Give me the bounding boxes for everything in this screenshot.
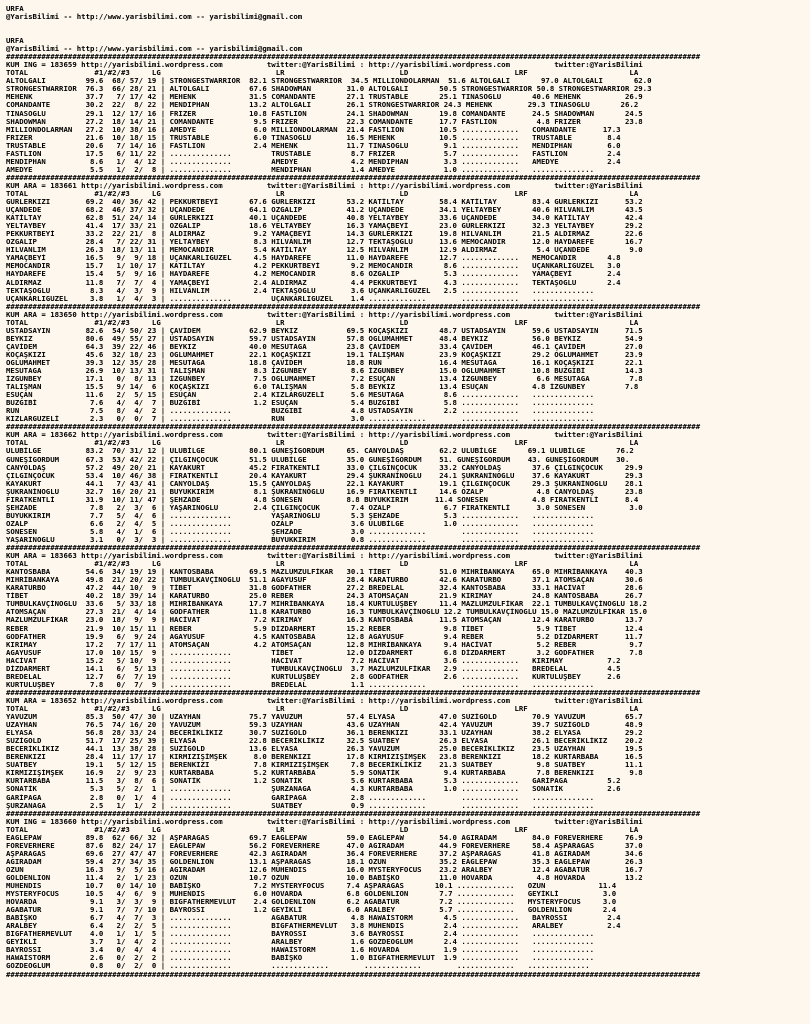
table-row: HAWAİSTORM 2.6 0/ 2/ 2 | .............. BABİŞKO 1.0 BIGFATHERMEVLÜT 1.9 ............. .............. bbox=[6, 954, 595, 963]
table-row: BECERİKLİKIZ 44.1 13/ 38/ 28 | SUZİGOLD 13.6 ELYASA 26.3 YAVUZUM 25.0 BECERİKLİKIZ 23.5 UZAYHAN 19.5 bbox=[6, 745, 643, 754]
table-row: MYSTERYFOCUS 10.5 4/ 6/ 9 | MUHENDIS 6.0 HOVARDA 6.8 GOLDENLION 7.7 ............. GEYİKLİ 3.0 bbox=[6, 890, 617, 899]
table-row: OĞLUMAHMET 39.3 12/ 35/ 28 | MESUTAĞA 18.8 ÇAVİDEM 18.8 RUN 16.4 MESUTAĞA 16.1 KOÇAŞKIZI 22.1 bbox=[6, 358, 643, 367]
spacer bbox=[6, 21, 810, 37]
table-row: MEHENK 37.7 7/ 17/ 42 | MEHENK 31.5 COMANDANTE 27.1 TRUSTABLE 25.1 TINASOĞLU 40.6 MEHENK 26.9 bbox=[6, 93, 643, 102]
table-row: SONATİK 5.3 5/ 2/ 1 | .............. ŞURZANAĞA 4.3 KURTARBABA 1.0 ............. SONATİK 2.6 bbox=[6, 785, 621, 794]
table-row: KIZLARGÜZELİ 2.3 0/ 0/ 7 | .............. RUN 3.0 ............. ............. .............. bbox=[6, 415, 595, 424]
table-row: FASTLION 17.5 6/ 11/ 22 | .............. TRUSTABLE 8.7 FRIZER 5.7 ............. FASTLION 2.4 bbox=[6, 149, 621, 158]
separator-line: ############################################################################################################################################################# bbox=[6, 970, 701, 979]
table-row: ŞÜKRANİNOĞLU 32.7 16/ 20/ 21 | BÜYÜKKIRIM 8.1 ŞÜKRANİNOĞLU 16.9 FIRATKENTLİ 14.6 ÖZALP 4.8 CANYOLDAŞ 23.8 bbox=[6, 487, 643, 496]
table-row: BIGFATHERMEVLÜT 4.0 1/ 1/ 5 | .............. BAYROSSI 3.6 BAYROSSI 2.4 ............. .............. bbox=[6, 930, 595, 939]
separator-line: ############################################################################################################################################################# bbox=[6, 53, 701, 62]
table-row: EAGLEPAW 89.8 62/ 66/ 32 | AŞPARAGAS 69.7 EAGLEPAW 59.0 EAGLEPAW 54.0 AĞIRADAM 84.0 FOREVERHERE 76.9 bbox=[6, 833, 643, 842]
table-row: MAZLUMZÜLFİKAR 23.0 18/ 9/ 9 | HACİVAT 7.2 KIRIMAY 16.3 KANTOSBABA 11.5 ATOMSAÇAN 12.4 KARATURBO 13.7 bbox=[6, 616, 643, 625]
table-row: GÜRLERKIZI 69.2 40/ 36/ 42 | PEKKURTBEYİ 67.6 GÜRLERKIZI 53.2 KATİLTAY 58.4 KATİLTAY 83.4 GÜRLERKIZI 53.2 bbox=[6, 198, 643, 207]
table-row: UÇANDEDE 68.2 46/ 37/ 32 | UÇANDEDE 64.1 ÖZGALIP 41.2 UÇANDEDE 34.1 YELTAYBEY 40.6 HILVANLIM 43.5 bbox=[6, 206, 643, 215]
table-row: DİZDARMERT 14.1 6/ 5/ 13 | .............. TUMBULKAVÇİNOĞLU 3.7 MAZLUMZÜLFİKAR 2.9 ............. BREDELAL 4.5 bbox=[6, 664, 621, 673]
table-row: TRUSTABLE 20.6 7/ 14/ 16 | FASTLION 2.4 MEHENK 11.7 TINASOĞLU 9.1 ............. MENDIPHAN 6.0 bbox=[6, 141, 621, 150]
table-row: GODFATHER 19.9 6/ 9/ 24 | AGAYUSUF 4.5 KANTOSBABA 12.8 AGAYUSUF 9.4 REBER 5.2 DİZDARMERT 11.7 bbox=[6, 632, 643, 641]
table-row: KIRMIZIŞİMŞEK 16.9 2/ 9/ 23 | KURTARBABA 5.2 KURTARBABA 5.9 SONATİK 9.4 KURTARBABA 7.8 BERENKIZI 9.8 bbox=[6, 769, 643, 778]
separator-line: ############################################################################################################################################################# bbox=[6, 688, 701, 697]
table-row: ÇILGINÇOCUK 53.4 10/ 46/ 38 | FIRATKENTLİ 20.4 KAYAKURT 29.4 ŞÜKRANİNOĞLU 24.1 ŞÜKRANİNOĞLU 37.6 KAYAKURT 29.3 bbox=[6, 471, 643, 480]
table-row: TUMBULKAVÇİNOĞLU 33.6 5/ 33/ 18 | MIHRİBANKAYA 17.7 MIHRİBANKAYA 18.4 KURTULUŞBEY 11.4 MAZLUMZÜLFİKAR 22.1 TUMBULKAVÇİNOĞLU 18.2 bbox=[6, 600, 648, 609]
table-row: HAYDAREFE 15.4 5/ 9/ 16 | HAYDAREFE 4.2 MEMOCANDIR 8.6 ÖZGALIP 5.3 ............. YAMAÇBEYİ 2.4 bbox=[6, 270, 621, 279]
table-row: ARALBEY 6.4 2/ 2/ 5 | .............. BIGFATHERMEVLÜT 3.8 MUHENDIS 2.4 ............. ARALBEY 2.4 bbox=[6, 922, 621, 931]
table-row: TİBET 40.2 18/ 39/ 14 | KARATURBO 25.0 REBER 24.3 ATOMSAÇAN 21.9 KIRIMAY 24.8 KANTOSBABA 26.7 bbox=[6, 592, 643, 601]
table-row: GÜNEŞİGÖRDÜM 67.3 53/ 42/ 22 | ÇILGINÇOCUK 51.5 ULUBİLGE 35.0 GÜNEŞİGÖRDÜM 51. GÜNEŞİGÖRDÜM 43. GÜNEŞİGÖRDÜM 30. bbox=[6, 455, 630, 464]
table-row: MILLIONDOLARMAN 27.2 10/ 38/ 16 | AMEDYE 6.0 MILLIONDOLARMAN 21.4 FASTLION 10.5 ............. COMANDANTE 17.3 bbox=[6, 125, 621, 134]
column-headers: TOTAL #1/#2/#3 LG LR LD LRF LA bbox=[6, 69, 639, 78]
table-row: SUZİGOLD 51.7 17/ 25/ 39 | ELYASA 22.8 BECERİKLİKIZ 32.5 SUATBEY 26.3 ELYASA 26.1 BECERİKLİKIZ 20.2 bbox=[6, 737, 643, 746]
table-row: BERENKIZI 28.4 11/ 17/ 17 | KIRMIZIŞİMŞEK 8.0 BERENKIZI 17.8 KIRMIZIŞİMŞEK 23.8 BERENKIZI 18.2 KURTARBABA 16.5 bbox=[6, 753, 643, 762]
table-row: FOREVERHERE 87.6 82/ 24/ 17 | EAGLEPAW 56.2 FOREVERHERE 47.0 AĞIRADAM 44.9 FOREVERHERE 58.4 AŞPARAGAS 37.0 bbox=[6, 841, 643, 850]
table-row: KURTARBABA 11.5 3/ 8/ 6 | SONATİK 1.2 SONATİK 5.6 KURTARBABA 5.3 ............. GARİPAĞA 5.2 bbox=[6, 777, 621, 786]
table-row: KAYAKURT 44.1 7/ 43/ 41 | CANYOLDAŞ 15.5 ÇANYOLDAŞ 22.1 KAYAKURT 19.1 ÇILGINÇOCUK 29.3 ŞÜKRANİNOĞLU 28.1 bbox=[6, 479, 643, 488]
race-title: KUM ARA = 183661 http://yarisbilimi.wordpress.com twitter:@YarisBilimi : http://yarisbilimi.wordpress.com twitter:@YarisBilimi bbox=[6, 181, 643, 190]
contact-line-2: @YarisBilimi -- http://www.yarisbilimi.com -- yarisbilimi@gmail.com bbox=[6, 45, 303, 54]
table-row: MUHENDIS 10.7 0/ 14/ 10 | BABİŞKO 7.2 MYSTERYFOCUS 7.4 AŞPARAGAS 10.1 ............. ÖZUN 11.4 bbox=[6, 882, 617, 891]
table-row: TEKTAŞOĞLU 8.3 4/ 3/ 9 | HILVANLIM 2.4 TEKTAŞOĞLU 3.6 UÇANKARLIGÜZEL 2.5 ............. .............. bbox=[6, 286, 595, 295]
race-title: KUM ARA = 183650 http://yarisbilimi.wordpress.com twitter:@YarisBilimi : http://yarisbilimi.wordpress.com twitter:@YarisBilimi bbox=[6, 310, 643, 319]
table-row: MIHRİBANKAYA 49.8 21/ 20/ 22 | TUMBULKAVÇİNOĞLU 51.1 AGAYUSUF 28.4 KARATURBO 42.6 KARATURBO 37.1 ATOMSAÇAN 30.6 bbox=[6, 576, 643, 585]
table-row: ELYASA 56.8 28/ 33/ 24 | BECERİKLİKIZ 30.7 SUZİGOLD 36.1 BERENKIZI 33.1 UZAYHAN 38.2 ELYASA 29.2 bbox=[6, 729, 643, 738]
table-row: KOÇAŞKIZI 45.6 32/ 18/ 23 | OĞLUMAHMET 22.1 KOÇAŞKIZI 19.1 TALIŞMAN 23.9 KOÇAŞKIZI 29.2 OĞLUMAHMET 23.9 bbox=[6, 350, 643, 359]
table-row: AGAYUSUF 17.0 10/ 15/ 9 | .............. TİBET 12.0 DİZDARMERT 6.8 DİZDARMERT 3.2 GODFATHER 7.8 bbox=[6, 648, 643, 657]
column-headers: TOTAL #1/#2/#3 LG LR LD LRF LA bbox=[6, 704, 639, 713]
table-row: YAVUZUM 85.3 50/ 47/ 30 | UZAYHAN 75.7 YAVUZUM 57.4 ELYASA 47.0 SUZİGOLD 70.9 YAVUZUM 65.7 bbox=[6, 713, 643, 722]
table-row: SUATBEY 19.1 5/ 12/ 15 | BERENKIZI 7.8 KIRMIZIŞİMŞEK 7.8 BECERİKLİKIZ 21.3 SUATBEY 9.8 SUATBEY 11.1 bbox=[6, 761, 643, 770]
table-row: MENDIPHAN 8.6 1/ 4/ 12 | .............. AMEDYE 4.2 MENDIPHAN 3.3 ............. AMEDYE 2.4 bbox=[6, 157, 621, 166]
table-row: SONESEN 5.8 4/ 1/ 6 | .............. ŞEHZADE 3.0 ............. ............. .............. bbox=[6, 527, 595, 536]
table-row: BABİŞKO 6.7 4/ 7/ 3 | .............. AĞABATUR 4.8 HAWAİSTORM 4.5 ............. BAYROSSI 2.4 bbox=[6, 914, 621, 923]
table-row: CANYOLDAŞ 57.2 49/ 20/ 21 | KAYAKURT 45.2 FIRATKENTLİ 33.0 ÇILGINÇOCUK 33.2 CANYOLDAŞ 37.6 ÇILGINÇOCUK 29.9 bbox=[6, 463, 643, 472]
table-row: BREDELAL 12.7 6/ 7/ 19 | .............. KURTULUŞBEY 2.8 GODFATHER 2.6 ............. KURTULUŞBEY 2.6 bbox=[6, 672, 621, 681]
separator-line: ############################################################################################################################################################# bbox=[6, 302, 701, 311]
column-headers: TOTAL #1/#2/#3 LG LR LD LRF LA bbox=[6, 825, 639, 834]
table-row: ÖZUN 16.3 9/ 5/ 16 | AĞIRADAM 12.6 MUHENDIS 16.0 MYSTERYFOCUS 23.2 ARALBEY 12.4 AĞABATUR 16.7 bbox=[6, 865, 643, 874]
column-headers: TOTAL #1/#2/#3 LG LR LD LRF LA bbox=[6, 318, 639, 327]
table-row: GOZDEOGLUM 0.8 0/ 2/ 0 | .............. ............. ............. ............. .............. bbox=[6, 962, 590, 971]
table-row: UÇANKARLIGÜZEL 3.8 1/ 4/ 3 | .............. UÇANKARLIGÜZEL 1.4 ............. ............. .............. bbox=[6, 294, 595, 303]
table-row: KURTULUŞBEY 7.8 0/ 7/ 9 | .............. BREDELAL 1.1 ............. ............. .............. bbox=[6, 680, 595, 689]
table-row: ESUÇAN 11.6 2/ 5/ 15 | ESUÇAN 2.4 KIZLARGÜZELİ 5.6 MESUTAĞA 8.6 ............. .............. bbox=[6, 391, 595, 400]
table-row: MESUTAĞA 26.9 10/ 13/ 31 | TALIŞMAN 8.3 İZGÜNBEY 8.6 İZGÜNBEY 15.0 OĞLUMAHMET 10.8 BUZĞIBİ 14.3 bbox=[6, 367, 643, 376]
table-row: ÖZGALIP 28.4 7/ 22/ 31 | YELTAYBEY 8.3 HILVANLIM 12.7 TEKTAŞOĞLU 13.6 MEMOCANDIR 12.0 HAYDAREFE 16.7 bbox=[6, 238, 643, 247]
table-row: REBER 21.9 10/ 15/ 11 | REBER 5.9 DİZDARMERT 15.2 REBER 9.8 TİBET 5.9 TİBET 12.4 bbox=[6, 624, 643, 633]
race-title: KUM ARA = 183663 http://yarisbilimi.wordpress.com twitter:@YarisBilimi : http://yarisbilimi.wordpress.com twitter:@YarisBilimi bbox=[6, 552, 643, 561]
table-row: ULUBİLGE 83.2 70/ 31/ 12 | ULUBİLGE 80.1 GÜNEŞİGÖRDÜM 65. CANYOLDAŞ 62.2 ULUBİLGE 69.1 ULUBİLGE 76.2 bbox=[6, 447, 634, 456]
table-row: ŞURZANAĞA 2.5 1/ 1/ 2 | .............. SUATBEY 0.9 ............. ............. .............. bbox=[6, 801, 595, 810]
table-row: YAŞARINOĞLU 3.1 0/ 3/ 3 | .............. BÜYÜKKIRIM 0.8 ............. ............. .............. bbox=[6, 536, 595, 544]
table-row: BAYROSSI 3.4 0/ 4/ 4 | .............. HAWAİSTORM 1.6 HOVARDA 1.9 ............. .............. bbox=[6, 946, 595, 955]
table-row: AMEDYE 5.5 1/ 2/ 8 | .............. MENDIPHAN 1.4 AMEDYE 1.0 ............. .............. bbox=[6, 165, 595, 174]
table-row: GOLDENLION 11.4 2/ 1/ 23 | ÖZUN 10.7 ÖZUN 10.0 BABİŞKO 11.0 HOVARDA 4.8 HOVARDA 13.2 bbox=[6, 873, 643, 882]
table-row: GEYİKLİ 3.7 1/ 4/ 2 | .............. ARALBEY 1.6 GOZDEOGLUM 2.4 ............. .............. bbox=[6, 938, 595, 947]
separator-line: ############################################################################################################################################################# bbox=[6, 423, 701, 432]
table-row: TINASOĞLU 29.1 12/ 17/ 16 | FRIZER 10.8 FASTLION 24.1 SHADOWMAN 19.8 COMANDANTE 24.5 SHADOWMAN 24.5 bbox=[6, 109, 643, 118]
table-row: SHADOWMAN 27.2 18/ 14/ 21 | COMANDANTE 9.5 FRIZER 22.3 COMANDANTE 17.7 FASTLION 4.8 FRIZER 23.8 bbox=[6, 117, 643, 126]
table-row: KANTOSBABA 54.6 34/ 19/ 19 | KANTOSBABA 69.5 MAZLUMZÜLFİKAR 30.1 TİBET 51.0 MIHRİBANKAYA 65.0 MIHRİBANKAYA 40.3 bbox=[6, 568, 643, 577]
table-row: STRONGESTWARRIOR 76.3 66/ 28/ 21 | ALTOLGALI 67.6 SHADOWMAN 31.0 ALTOLGALI 50.5 STRONGESTWARRIOR 50.8 STRONGESTWARRIOR 29.3 bbox=[6, 85, 652, 94]
city-title-2: URFA bbox=[6, 37, 24, 46]
table-row: AĞIRADAM 59.4 27/ 34/ 35 | GOLDENLION 13.1 AŞPARAGAS 18.1 ÖZUN 35.2 EAGLEPAW 35.3 EAGLEPAW 26.3 bbox=[6, 857, 643, 866]
table-row: MEMOCANDIR 15.7 1/ 10/ 17 | KATİLTAY 4.2 PEKKURTBEYİ 9.2 MEMOCANDIR 8.6 ............. UÇANKARLIGÜZEL 3.0 bbox=[6, 262, 621, 271]
table-row: HOVARDA 9.1 3/ 3/ 9 | BIGFATHERMEVLÜT 2.4 GOLDENLION 6.2 AĞABATUR 7.2 ............. MYSTERYFOCUS 3.0 bbox=[6, 898, 617, 907]
race-tables bbox=[6, 53, 810, 978]
race-title: KUM ING = 183659 http://yarisbilimi.wordpress.com twitter:@YarisBilimi : http://yarisbilimi.wordpress.com twitter:@YarisBilimi bbox=[6, 61, 643, 70]
column-headers: TOTAL #1/#2/#3 LG LR LD LRF LA bbox=[6, 189, 639, 198]
table-row: ÖZALP 6.6 2/ 4/ 5 | .............. ÖZALP 3.6 ULUBİLGE 1.0 ............. .............. bbox=[6, 519, 595, 528]
table-row: ÇAVİDEM 64.3 39/ 22/ 46 | BEYKIZ 40.0 MESUTAĞA 23.8 ÇAVİDEM 33.4 ÇAVİDEM 46.1 ÇAVİDEM 27.0 bbox=[6, 342, 643, 351]
race-title: KUM ING = 183660 http://yarisbilimi.wordpress.com twitter:@YarisBilimi : http://yarisbilimi.wordpress.com twitter:@YarisBilimi bbox=[6, 817, 643, 826]
table-row: KARATURBO 47.2 44/ 10/ 9 | TİBET 31.8 GODFATHER 27.2 BREDELAL 32.4 KANTOSBABA 33.1 HACİVAT 28.6 bbox=[6, 584, 643, 593]
table-row: HACİVAT 15.2 5/ 10/ 9 | .............. HACİVAT 7.2 HACİVAT 3.6 ............. KIRIMAY 7.2 bbox=[6, 656, 621, 665]
race-title: KUM ARA = 183652 http://yarisbilimi.wordpress.com twitter:@YarisBilimi : http://yarisbilimi.wordpress.com twitter:@YarisBilimi bbox=[6, 696, 643, 705]
table-row: ÜSTADSAYIN 82.6 54/ 50/ 23 | ÇAVİDEM 62.9 BEYKIZ 69.5 KOÇAŞKIZI 48.7 ÜSTADSAYIN 59.6 ÜSTADSAYIN 71.5 bbox=[6, 326, 643, 335]
table-row: ALTOLGALI 99.6 68/ 57/ 19 | STRONGESTWARRIOR 82.1 STRONGESTWARRIOR 34.5 MILLIONDOLARMAN 51.6 ALTOLGALI 97.0 ALTOLGALI 62.0 bbox=[6, 77, 652, 86]
table-row: YAMAÇBEYİ 16.5 9/ 9/ 18 | UÇANKARLIGÜZEL 4.5 HAYDAREFE 11.0 HAYDAREFE 12.7 ............. MEMOCANDIR 4.8 bbox=[6, 254, 621, 263]
table-row: KIRIMAY 17.2 7/ 17/ 11 | ATOMSAÇAN 4.2 ATOMSAÇAN 12.8 MIHRİBANKAYA 9.4 HACİVAT 5.2 REBER 9.7 bbox=[6, 640, 643, 649]
table-row: KATİLTAY 62.8 51/ 24/ 14 | GÜRLERKIZI 40.1 UÇANDEDE 40.8 YELTAYBEY 33.6 UÇANDEDE 34.0 KATİLTAY 42.4 bbox=[6, 214, 643, 223]
table-row: İZGÜNBEY 17.1 0/ 8/ 13 | İZGÜNBEY 7.5 OĞLUMAHMET 7.2 ESUÇAN 13.4 İZGÜNBEY 6.6 MESUTAĞA 7.8 bbox=[6, 375, 643, 384]
table-row: TALIŞMAN 15.5 9/ 14/ 6 | KOÇAŞKIZI 6.0 TALIŞMAN 5.8 BEYKIZ 13.4 ESUÇAN 4.8 İZGÜNBEY 7.8 bbox=[6, 383, 639, 392]
table-row: BEYKIZ 80.6 49/ 55/ 27 | ÜSTADSAYIN 59.7 ÜSTADSAYIN 57.8 OĞLUMAHMET 48.4 BEYKIZ 56.0 BEYKIZ 54.9 bbox=[6, 334, 643, 343]
column-headers: TOTAL #1/#2/#3 LG LR LD LRF LA bbox=[6, 560, 639, 569]
table-row: GARİPAĞA 2.8 0/ 1/ 4 | .............. GARİPAĞA 2.8 ............. ............. .............. bbox=[6, 793, 595, 802]
table-row: RUN 7.5 8/ 4/ 2 | .............. BUZĞIBİ 4.8 ÜSTADSAYIN 2.2 ............. .............. bbox=[6, 407, 595, 416]
separator-line: ############################################################################################################################################################# bbox=[6, 173, 701, 182]
table-row: COMANDANTE 30.2 22/ 8/ 22 | MENDIPHAN 13.2 ALTOLGALI 26.1 STRONGESTWARRIOR 24.3 MEHENK 29.3 TINASOĞLU 26.2 bbox=[6, 101, 639, 110]
city-title: URFA bbox=[6, 5, 24, 13]
table-row: AŞPARAGAS 69.6 27/ 47/ 47 | FOREVERHERE 42.3 AĞIRADAM 36.4 FOREVERHERE 37.2 AŞPARAGAS 41.8 AĞIRADAM 34.6 bbox=[6, 849, 643, 858]
table-row: ALDIRMAZ 11.8 7/ 7/ 4 | YAMAÇBEYİ 2.4 ALDIRMAZ 4.4 PEKKURTBEYİ 4.3 ............. TEKTAŞOĞLU 2.4 bbox=[6, 278, 621, 287]
table-row: YELTAYBEY 41.4 17/ 33/ 21 | ÖZGALIP 18.6 YELTAYBEY 16.3 YAMAÇBEYİ 23.0 GÜRLERKIZI 32.3 YELTAYBEY 29.2 bbox=[6, 222, 643, 231]
table-row: AĞABATUR 9.1 7/ 7/ 10 | BAYROSSI 1.2 GEYİKLİ 6.0 ARALBEY 5.7 ............. GOLDENLION 2.4 bbox=[6, 906, 617, 915]
table-row: FRIZER 21.6 10/ 18/ 15 | TRUSTABLE 6.0 TINASOĞLU 16.5 MEHENK 10.5 ............. TRUSTABLE 8.4 bbox=[6, 133, 621, 142]
table-row: HILVANLIM 26.3 18/ 13/ 11 | MEMOCANDIR 5.4 KATİLTAY 12.5 HILVANLIM 12.9 ALDIRMAZ 5.4 UÇANDEDE 9.0 bbox=[6, 246, 643, 255]
separator-line: ############################################################################################################################################################# bbox=[6, 544, 701, 553]
table-row: PEKKURTBEYİ 33.2 22/ 21/ 8 | ALDIRMAZ 9.2 YAMAÇBEYİ 14.3 GÜRLERKIZI 19.8 HILVANLIM 21.5 ALDIRMAZ 22.6 bbox=[6, 230, 643, 239]
table-row: FIRATKENTLİ 31.9 10/ 11/ 47 | ŞEHZADE 4.8 SONESEN 8.8 BÜYÜKKIRIM 11.4 SONESEN 4.8 FIRATKENTLİ 8.4 bbox=[6, 495, 639, 504]
column-headers: TOTAL #1/#2/#3 LG LR LD LRF LA bbox=[6, 439, 639, 448]
table-row: UZAYHAN 76.5 74/ 16/ 20 | YAVUZUM 59.3 UZAYHAN 43.6 UZAYHAN 42.4 YAVUZUM 39.7 SUZİGOLD 48.9 bbox=[6, 721, 643, 730]
separator-line: ############################################################################################################################################################# bbox=[6, 809, 701, 818]
table-row: ŞEHZADE 7.8 2/ 3/ 6 | YAŞARINOĞLU 2.4 ÇILGINÇOCUK 7.4 ÖZALP 6.7 FIRATKENTLİ 3.0 SONESEN 3.0 bbox=[6, 503, 643, 512]
contact-line: @YarisBilimi -- http://www.yarisbilimi.com -- yarisbilimi@gmail.com bbox=[6, 13, 303, 22]
table-row: ATOMSAÇAN 27.3 21/ 4/ 14 | GODFATHER 11.8 KARATURBO 16.3 TUMBULKAVÇİNOĞLU 12.2 TUMBULKAVÇİNOĞLU 15.0 MAZLUMZÜLFİKAR 15.0 bbox=[6, 608, 648, 617]
table-row: BÜYÜKKIRIM 7.7 5/ 4/ 6 | .............. YAŞARINOĞLU 5.3 ŞEHZADE 5.3 ............. .............. bbox=[6, 511, 595, 520]
race-title: KUM ARA = 183662 http://yarisbilimi.wordpress.com twitter:@YarisBilimi : http://yarisbilimi.wordpress.com twitter:@YarisBilimi bbox=[6, 431, 643, 440]
table-row: BUZĞIBİ 7.6 4/ 4/ 7 | BUZĞIBİ 1.2 ESUÇAN 5.4 BUZĞIBİ 5.8 ............. .............. bbox=[6, 399, 595, 408]
